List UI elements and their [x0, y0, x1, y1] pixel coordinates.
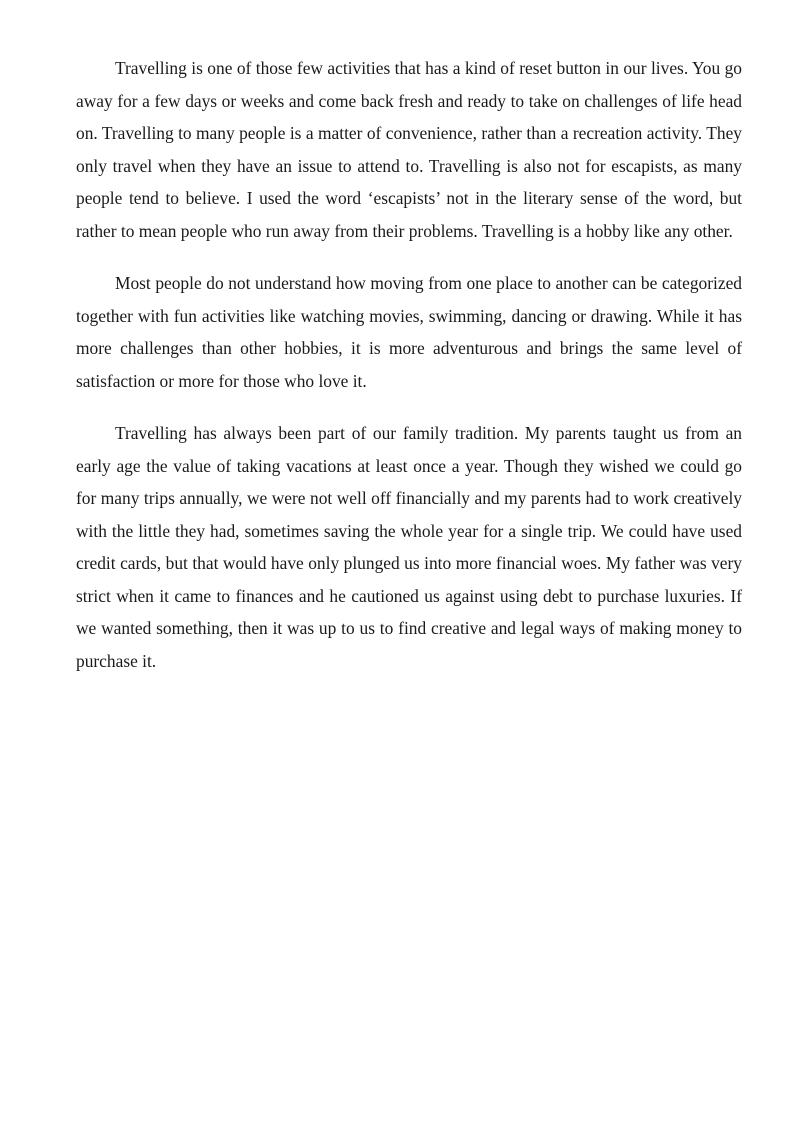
paragraph-2: Most people do not understand how moving from one place to another can be categorized together with fun activities like watching movies, swimming, dancing or drawing. While it has more challenges than other hobbies, it is more adventurous and brings the same level of satisfaction or more for those who love it.	[76, 273, 742, 391]
paragraph-1: Travelling is one of those few activities that has a kind of reset button in our lives. You go away for a few days or weeks and come back fresh and ready to take on challenges of life head on. Travelling to many people is a matter of convenience, rather than a recreation activity. They only travel when they have an issue to attend to. Travelling is also not for escapists, as many people tend to believe. I used the word ‘escapists’ not in the literary sense of the word, but rather to mean people who run away from their problems. Travelling is a hobby like any other.	[76, 58, 742, 241]
document-body	[76, 52, 742, 697]
paragraph-3: Travelling has always been part of our family tradition. My parents taught us from an early age the value of taking vacations at least once a year. Though they wished we could go for many trips annually, we were not well off financially and my parents had to work creatively with the little they had, sometimes saving the whole year for a single trip. We could have used credit cards, but that would have only plunged us into more financial woes. My father was very strict when it came to finances and he cautioned us against using debt to purchase luxuries. If we wanted something, then it was up to us to find creative and legal ways of making money to purchase it.	[76, 423, 742, 671]
